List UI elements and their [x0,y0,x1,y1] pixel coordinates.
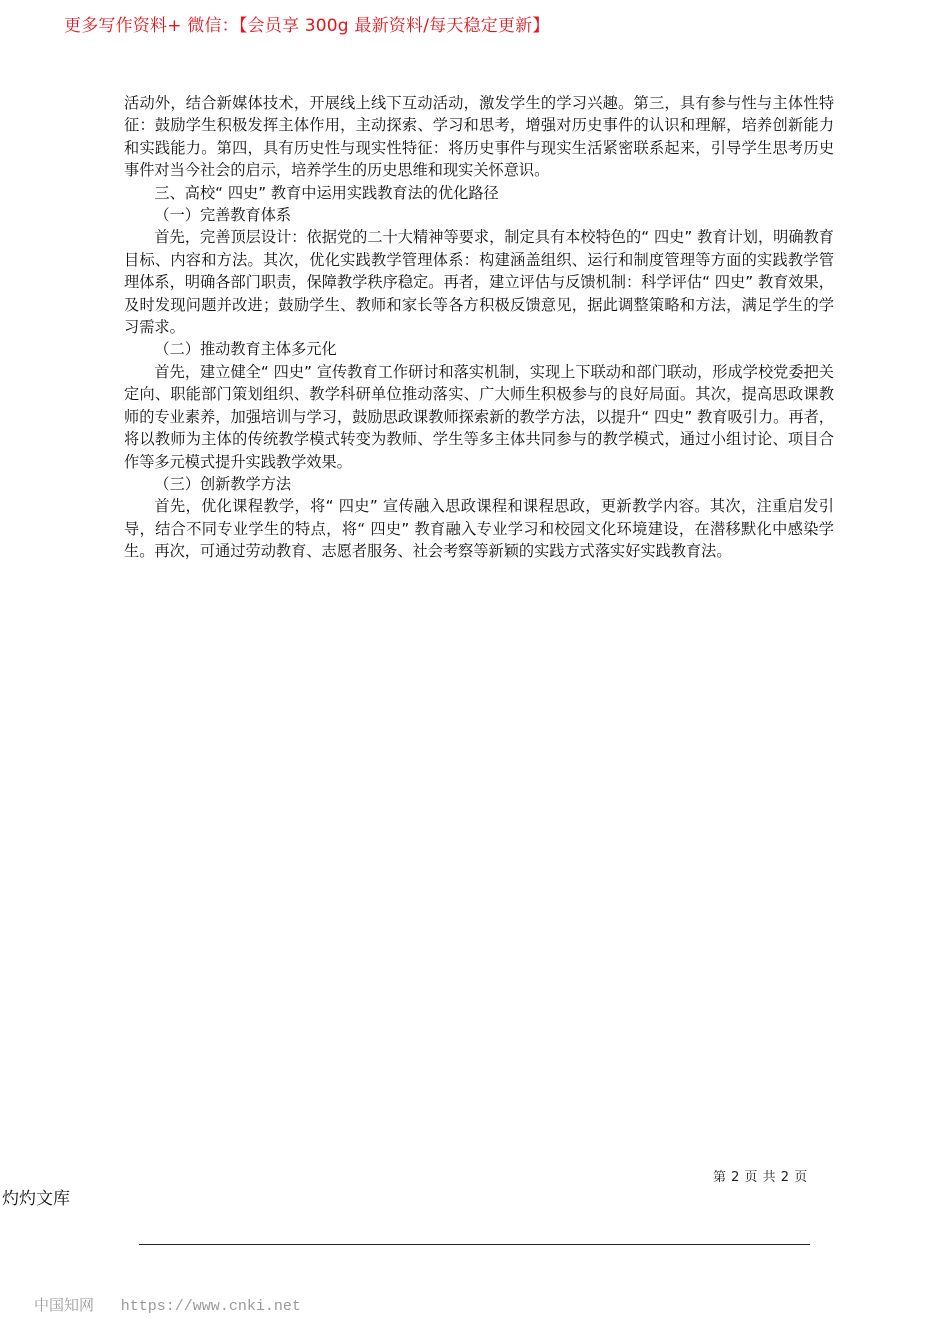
document-body [124,92,834,563]
subsection-heading-3: （三）创新教学方法 [154,474,292,493]
page-number: 第 2 页 共 2 页 [713,1170,808,1185]
section-heading: 三、高校“ 四史” 教育中运用实践教育法的优化路径 [154,183,499,202]
paragraph-body-2: 首先，建立健全“ 四史” 宣传教育工作研讨和落实机制，实现上下联动和部门联动，形成学校党委把关定向、职能部门策划组织、教学科研单位推动落实、广大师生积极参与的良好局面。其次，提高思政课教师的专业素养，加强培训与学习，鼓励思政课教师探索新的教学方法，以提升“ 四史” 教育吸引力。再者，将以教师为主体的传统教学模式转变为教师、学生等多主体共同参与的教学模式，通过小组讨论、项目合作等多元模式提升实践教学效果。 [124,362,834,471]
paragraph-continuation: 活动外，结合新媒体技术，开展线上线下互动活动，激发学生的学习兴趣。第三，具有参与性与主体性特征：鼓励学生积极发挥主体作用，主动探索、学习和思考，增强对历史事件的认识和理解，培养创新能力和实践能力。第四，具有历史性与现实性特征：将历史事件与现实生活紧密联系起来，引导学生思考历史事件对当今社会的启示，培养学生的历史思维和现实关怀意识。 [124,94,834,180]
promo-banner: 更多写作资料+ 微信：【会员享 300g 最新资料/每天稳定更新】 [64,16,550,36]
library-label: 灼灼文库 [2,1189,70,1209]
footer-divider [139,1244,810,1245]
paragraph-body-3: 首先，优化课程教学，将“ 四史” 宣传融入思政课程和课程思政，更新教学内容。其次，注重启发引导，结合不同专业学生的特点，将“ 四史” 教育融入专业学习和校园文化环境建设，在潜移默化中感染学生。再次，可通过劳动教育、志愿者服务、社会考察等新颖的实践方式落实好实践教育法。 [124,497,834,561]
subsection-heading-1: （一）完善教育体系 [154,206,292,225]
source-name: 中国知网 [34,1296,95,1314]
paragraph-body-1: 首先，完善顶层设计：依据党的二十大精神等要求，制定具有本校特色的“ 四史” 教育计划，明确教育目标、内容和方法。其次，优化实践教学管理体系：构建涵盖组织、运行和制度管理等方面的实践教学管理体系，明确各部门职责，保障教学秩序稳定。再者，建立评估与反馈机制：科学评估“ 四史” 教育效果，及时发现问题并改进；鼓励学生、教师和家长等各方积极反馈意见，据此调整策略和方法，满足学生的学习需求。 [124,228,834,337]
source-footer [34,1294,301,1315]
source-url-link[interactable]: https://www.cnki.net [120,1298,301,1315]
subsection-heading-2: （二）推动教育主体多元化 [154,340,337,359]
